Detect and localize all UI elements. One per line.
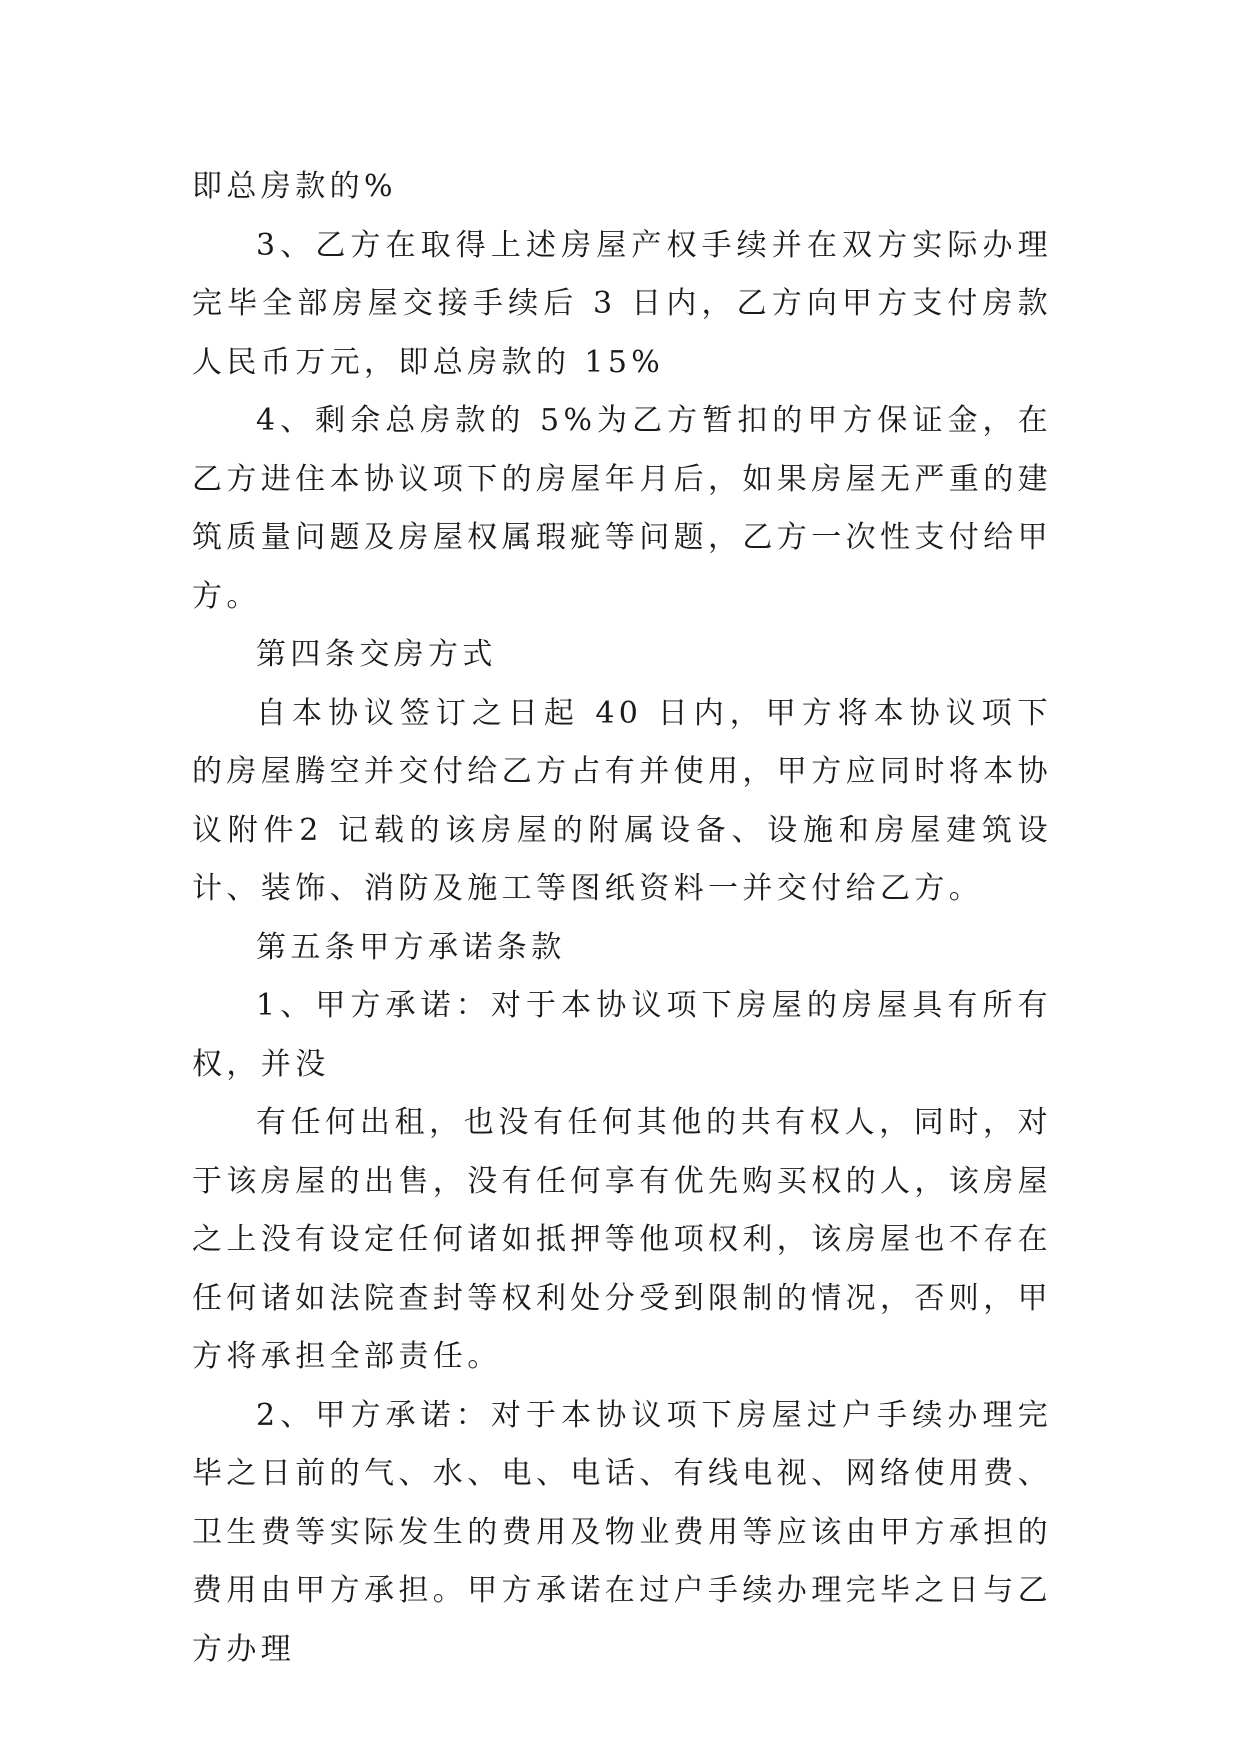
paragraph-total-percentage: 即总房款的% [192, 169, 397, 204]
paragraph-promise-1-continued: 有任何出租，也没有任何其他的共有权人，同时，对于该房屋的出售，没有任何享有优先购买权的人，该房屋之上没有设定任何诸如抵押等他项权利，该房屋也不存在任何诸如法院查封等权利处分受到限制的情况，否则，甲方将承担全部责任。 [192, 1105, 1052, 1374]
paragraph-clause-3: 3、乙方在取得上述房屋产权手续并在双方实际办理完毕全部房屋交接手续后 3 日内，乙方向甲方支付房款人民币万元，即总房款的 15% [192, 227, 1052, 380]
paragraph-promise-1: 1、甲方承诺：对于本协议项下房屋的房屋具有所有权，并没 [192, 988, 1052, 1082]
section-heading-article-4: 第四条交房方式 [256, 637, 497, 672]
paragraph-handover-method: 自本协议签订之日起 40 日内，甲方将本协议项下的房屋腾空并交付给乙方占有并使用，甲方应同时将本协议附件2 记载的该房屋的附属设备、设施和房屋建筑设计、装饰、消防及施工等图纸资料一并交付给乙方。 [192, 695, 1052, 906]
section-heading-article-5: 第五条甲方承诺条款 [256, 929, 566, 965]
paragraph-clause-4: 4、剩余总房款的 5%为乙方暂扣的甲方保证金，在乙方进住本协议项下的房屋年月后，如果房屋无严重的建筑质量问题及房屋权属瑕疵等问题，乙方一次性支付给甲方。 [192, 403, 1052, 614]
document-body [192, 158, 1052, 1679]
paragraph-promise-2: 2、甲方承诺：对于本协议项下房屋过户手续办理完毕之日前的气、水、电、电话、有线电视、网络使用费、卫生费等实际发生的费用及物业费用等应该由甲方承担的费用由甲方承担。甲方承诺在过户手续办理完毕之日与乙方办理 [192, 1397, 1052, 1667]
